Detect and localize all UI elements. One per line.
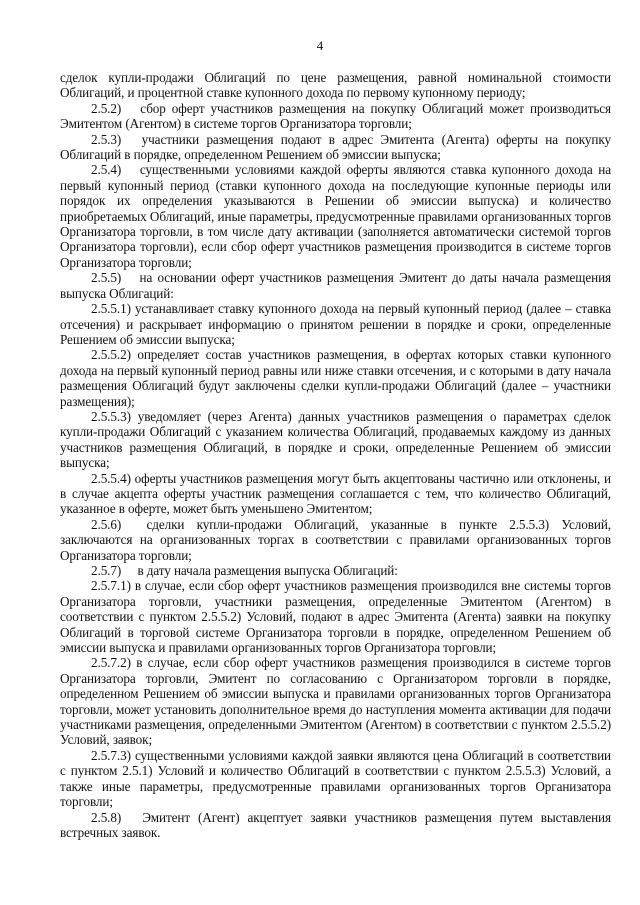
paragraph-2-5-2: 2.5.2) сбор оферт участников размещения на покупку Облигаций может производиться Эмитентом (Агентом) в системе торгов Организатора торговли;: [60, 100, 611, 132]
document-body: [60, 70, 611, 840]
paragraph-2-5-7-2: 2.5.7.2) в случае, если сбор оферт участников размещения производился в системе торгов Организатора торговли, Эмитент по согласованию с Организатором торговли в порядке, определенном Решением об эмиссии выпуска и правилами организованных торгов Организатора торговли, может установить дополнительное время до наступления момента активации для подачи участниками размещения, определенными Эмитентом (Агентом) в соответствии с пунктом 2.5.5.2) Условий, заявок;: [60, 655, 611, 748]
paragraph-2-5-5-4: 2.5.5.4) оферты участников размещения могут быть акцептованы частично или отклонены, и в случае акцепта оферты участник размещения соглашается с тем, что количество Облигаций, указанное в оферте, может быть уменьшено Эмитентом;: [60, 470, 611, 517]
paragraph-2-5-5: 2.5.5) на основании оферт участников размещения Эмитент до даты начала размещения выпуска Облигаций:: [60, 270, 611, 301]
paragraph-2-5-8: 2.5.8) Эмитент (Агент) акцептует заявки участников размещения путем выставления встречных заявок.: [60, 809, 611, 840]
paragraph-2-5-5-3: 2.5.5.3) уведомляет (через Агента) данных участников размещения о параметрах сделок купли-продажи Облигаций с указанием количества Облигаций, продаваемых каждому из данных участников размещения Облигаций, в порядке и сроки, определенные Решением об эмиссии выпуска;: [60, 408, 611, 471]
paragraph-2-5-4: 2.5.4) существенными условиями каждой оферты являются ставка купонного дохода на первый купонный период (ставки купонного дохода на последующие купонные периоды или порядок их определения указываются в Решении об эмиссии выпуска) и количество приобретаемых Облигаций, иные параметры, предусмотренные правилами организованных торгов Организатора торговли, в том числе дату активации (заполняется автоматически системой торгов Организатора торговли), если сбор оферт участников размещения производится в системе торгов Организатора торговли;: [60, 162, 611, 270]
paragraph-2-5-5-2: 2.5.5.2) определяет состав участников размещения, в офертах которых ставки купонного дохода на первый купонный период равны или ниже ставки отсечения, и с которыми в дату начала размещения Облигаций будут заключены сделки купли-продажи Облигаций (далее – участники размещения);: [60, 347, 611, 409]
paragraph-2-5-7-3: 2.5.7.3) существенными условиями каждой заявки являются цена Облигаций в соответствии с пунктом 2.5.1) Условий и количество Облигаций в соответствии с пунктом 2.5.5.3) Условий, а также иные параметры, предусмотренные правилами организованных торгов Организатора торговли;: [60, 747, 611, 810]
page-number: 4: [316, 38, 324, 53]
paragraph-continuation: сделок купли-продажи Облигаций по цене размещения, равной номинальной стоимости Облигаций, и процентной ставке купонного дохода по первому купонному периоду;: [60, 70, 611, 101]
paragraph-2-5-6: 2.5.6) сделки купли-продажи Облигаций, указанные в пункте 2.5.5.3) Условий, заключаются на организованных торгах в соответствии с правилами организованных торгов Организатора торговли;: [60, 516, 611, 563]
paragraph-2-5-5-1: 2.5.5.1) устанавливает ставку купонного дохода на первый купонный период (далее – ставка отсечения) и раскрывает информацию о принятом решении в порядке и сроки, определенные Решением об эмиссии выпуска;: [60, 301, 611, 347]
paragraph-2-5-3: 2.5.3) участники размещения подают в адрес Эмитента (Агента) оферты на покупку Облигаций в порядке, определенном Решением об эмиссии выпуска;: [60, 131, 611, 163]
paragraph-2-5-7: 2.5.7) в дату начала размещения выпуска Облигаций:: [91, 563, 398, 578]
paragraph-2-5-7-1: 2.5.7.1) в случае, если сбор оферт участников размещения производился вне системы торгов Организатора торговли, участники размещения, определенные Эмитентом (Агентом) в соответствии с пунктом 2.5.5.2) Условий, подают в адрес Эмитента (Агента) заявки на покупку Облигаций в торговой системе Организатора торговли в порядке, определенном Решением об эмиссии выпуска и правилами организованных торгов Организатора торговли;: [60, 578, 611, 656]
